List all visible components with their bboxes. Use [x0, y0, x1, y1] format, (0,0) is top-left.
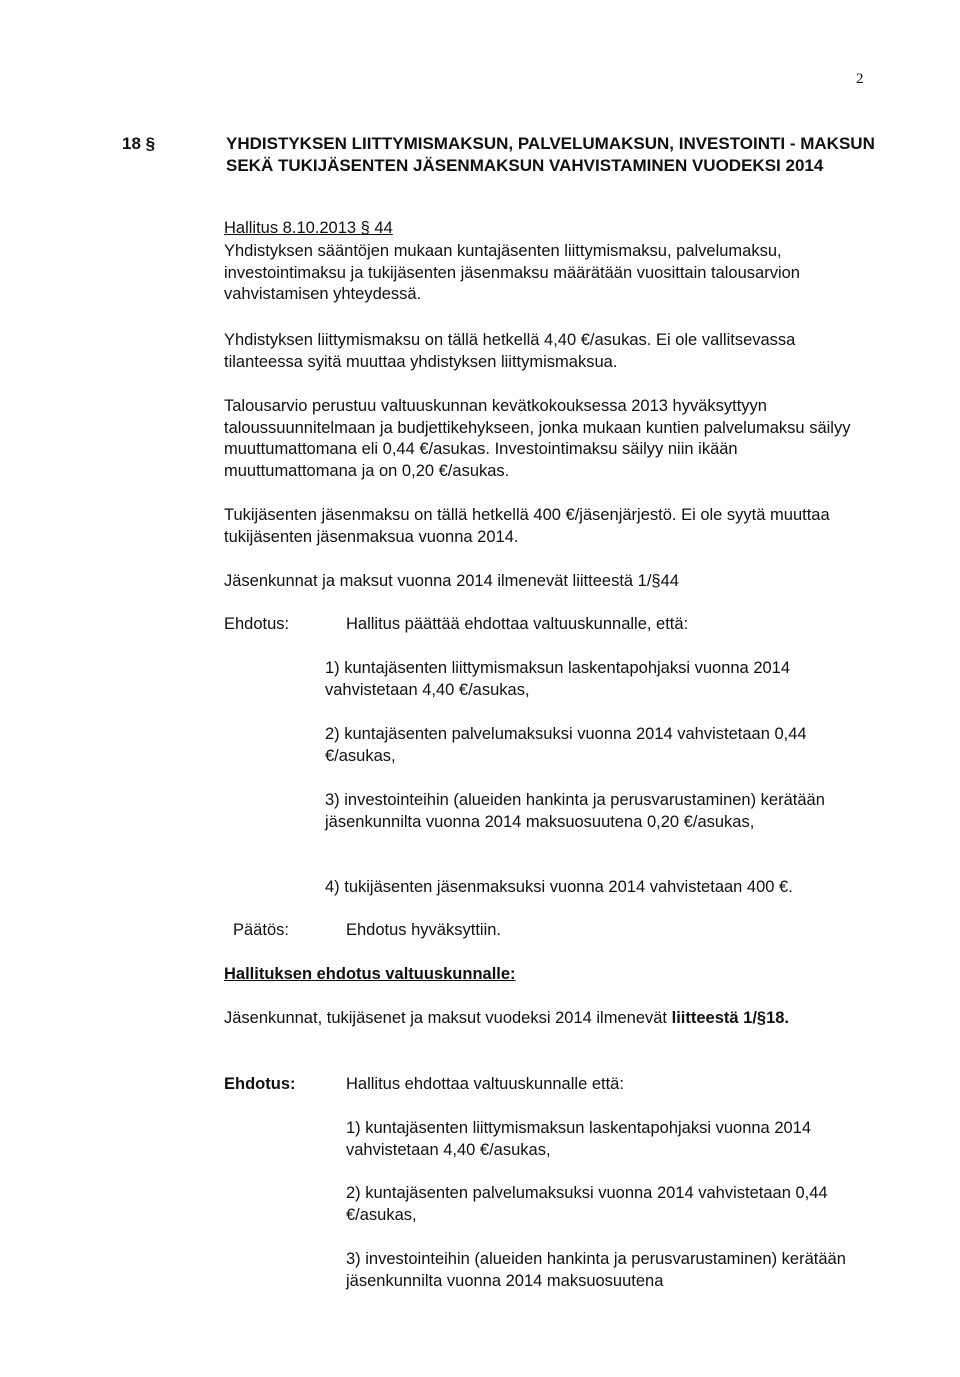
board-proposal-heading: Hallituksen ehdotus valtuuskunnalle: [224, 965, 516, 983]
board-proposal-text: Hallitus ehdottaa valtuuskunnalle että: [346, 1075, 624, 1093]
board-item-2: 2) kuntajäsenten palvelumaksuksi vuonna 2014 vahvistetaan 0,44 €/asukas, [346, 1184, 828, 1224]
paragraph-attachment: Jäsenkunnat ja maksut vuonna 2014 ilmenevät liitteestä 1/§44 [224, 572, 679, 590]
paragraph-rules: Yhdistyksen sääntöjen mukaan kuntajäsenten liittymismaksu, palvelumaksu, investointimaksu ja tukijäsenten jäsenmaksu määrätään vuosittain talousarvion vahvistamisen yhteydessä. [224, 242, 800, 303]
proposal-item-3: 3) investointeihin (alueiden hankinta ja perusvarustaminen) kerätään jäsenkunnilta vuonna 2014 maksuosuutena 0,20 €/asukas, [325, 791, 825, 831]
paragraph-support-members: Tukijäsenten jäsenmaksu on tällä hetkellä 400 €/jäsenjärjestö. Ei ole syytä muuttaa tukijäsenten jäsenmaksua vuonna 2014. [224, 506, 830, 546]
decision-label: Päätös: [233, 921, 289, 939]
board-item-3: 3) investointeihin (alueiden hankinta ja perusvarustaminen) kerätään jäsenkunnilta vuonna 2014 maksuosuutena [346, 1250, 846, 1290]
paragraph-budget: Talousarvio perustuu valtuuskunnan kevätkokouksessa 2013 hyväksyttyyn taloussuunnitelmaan ja budjettikehykseen, jonka mukaan kuntien palvelumaksu säilyy muuttumattomana eli 0,44 €/asukas. Investointimaksu säilyy niin ikään muuttumattomana ja on 0,20 €/asukas. [224, 397, 851, 480]
proposal-item-2: 2) kuntajäsenten palvelumaksuksi vuonna 2014 vahvistetaan 0,44 €/asukas, [325, 725, 807, 765]
board-proposal-label: Ehdotus: [224, 1075, 296, 1093]
proposal-text: Hallitus päättää ehdottaa valtuuskunnalle, että: [346, 615, 689, 633]
section-title: YHDISTYKSEN LIITTYMISMAKSUN, PALVELUMAKSUN, INVESTOINTI - MAKSUN SEKÄ TUKIJÄSENTEN JÄSENMAKSUN VAHVISTAMINEN VUODEKSI 2014 [226, 134, 875, 175]
board-item-1: 1) kuntajäsenten liittymismaksun laskentapohjaksi vuonna 2014 vahvistetaan 4,40 €/asukas, [346, 1119, 812, 1159]
board-proposal-attachment-ref: liitteestä 1/§18. [671, 1009, 790, 1027]
proposal-label: Ehdotus: [224, 615, 290, 633]
board-proposal-intro [224, 1008, 874, 1030]
board-proposal-intro-text: Jäsenkunnat, tukijäsenet ja maksut vuodeksi 2014 ilmenevät [224, 1009, 668, 1027]
decision-text: Ehdotus hyväksyttiin. [346, 921, 501, 939]
meeting-reference: Hallitus 8.10.2013 § 44 [224, 219, 393, 237]
proposal-item-1: 1) kuntajäsenten liittymismaksun laskentapohjaksi vuonna 2014 vahvistetaan 4,40 €/asukas, [325, 659, 791, 699]
section-number: 18 § [122, 134, 156, 153]
paragraph-joining-fee: Yhdistyksen liittymismaksu on tällä hetkellä 4,40 €/asukas. Ei ole vallitsevassa tilanteessa syitä muuttaa yhdistyksen liittymismaksua. [224, 331, 796, 371]
proposal-item-4: 4) tukijäsenten jäsenmaksuksi vuonna 2014 vahvistetaan 400 €. [325, 878, 793, 896]
page-number: 2 [856, 71, 864, 87]
